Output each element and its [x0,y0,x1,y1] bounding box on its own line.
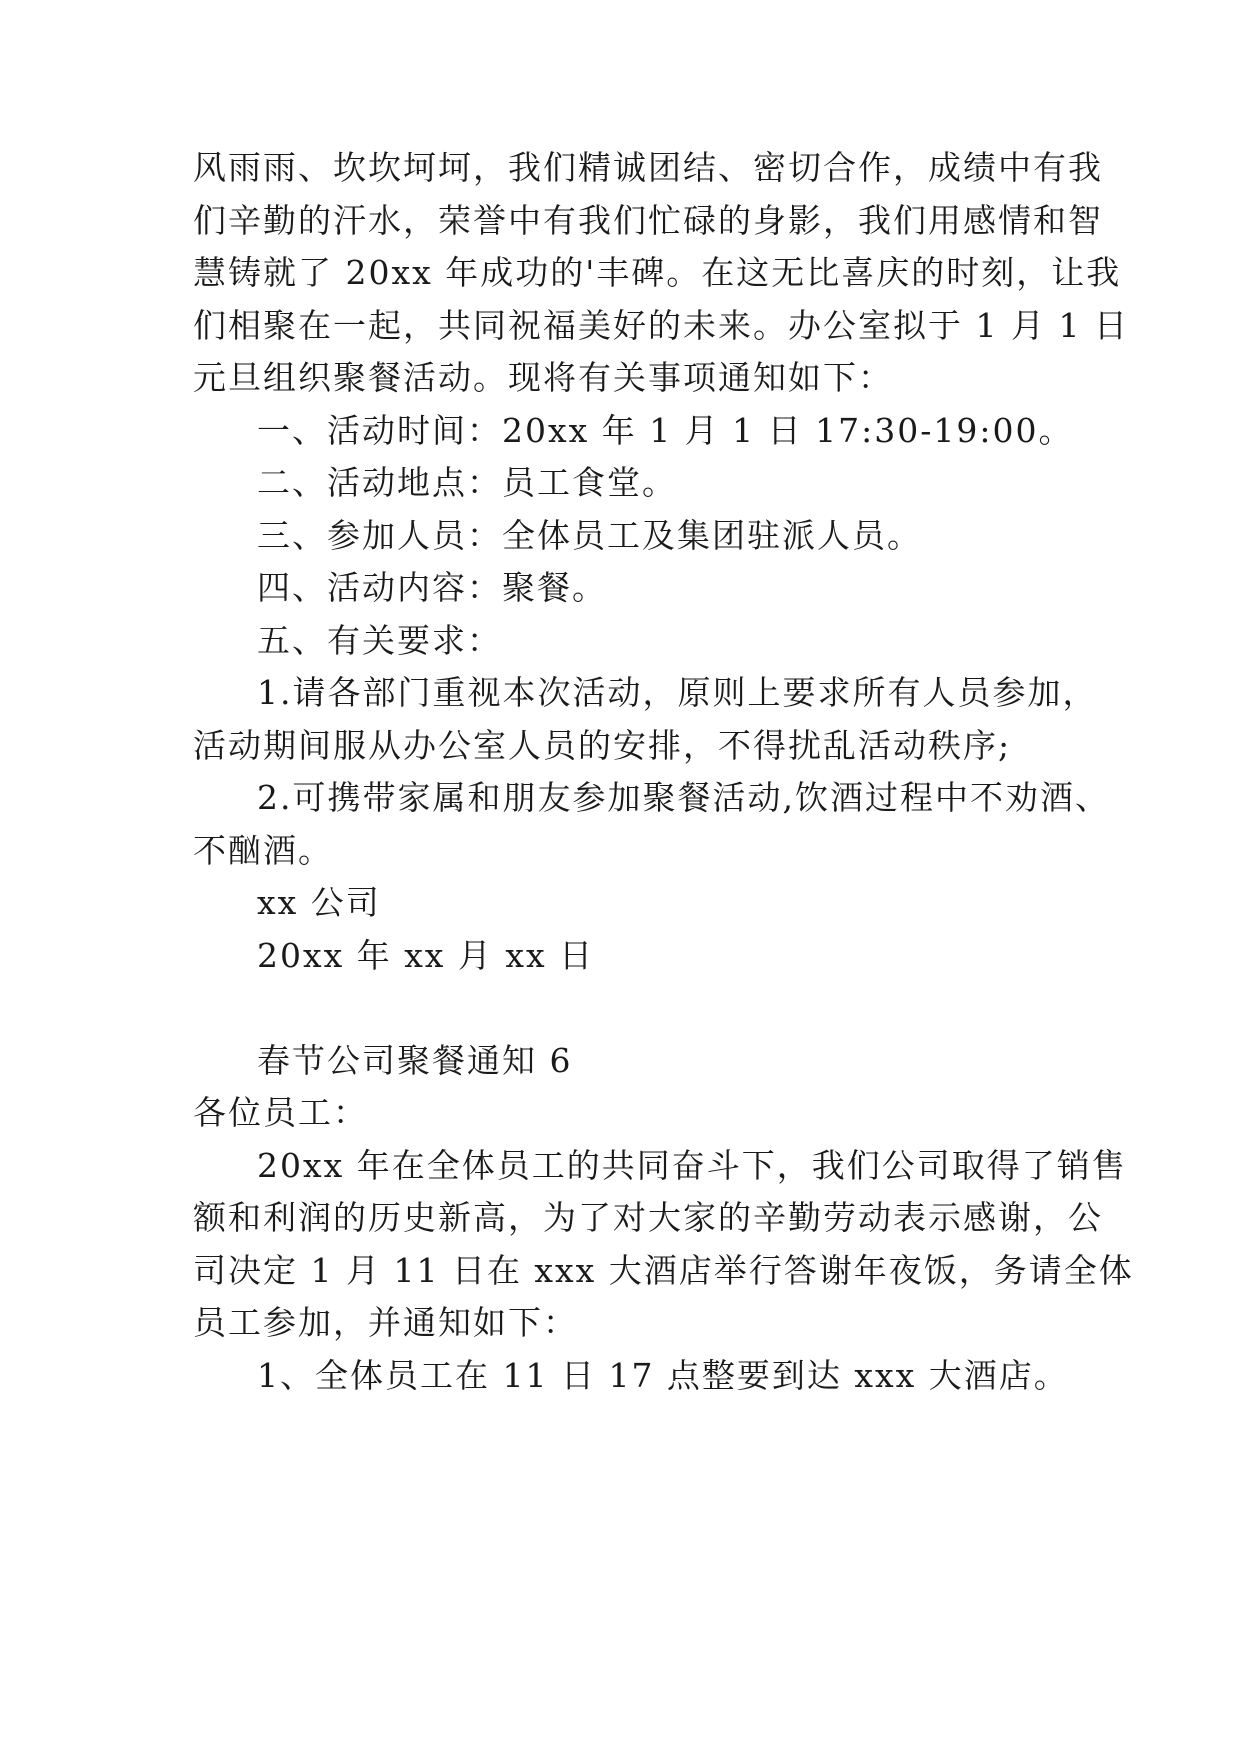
requirement-1-line: 活动期间服从办公室人员的安排，不得扰乱活动秩序; [193,726,1012,765]
salutation: 各位员工： [193,1093,368,1132]
signature-date: 20xx 年 xx 月 xx 日 [257,936,595,975]
list-item-attendees: 三、参加人员：全体员工及集团驻派人员。 [257,516,922,555]
paragraph-line: 们相聚在一起，共同祝福美好的未来。办公室拟于 1 月 1 日 [193,306,1129,345]
paragraph-line: 20xx 年在全体员工的共同奋斗下，我们公司取得了销售 [257,1146,1127,1185]
section-title: 春节公司聚餐通知 6 [257,1041,573,1080]
signature-company: xx 公司 [257,883,381,922]
list-item-arrival: 1、全体员工在 11 日 17 点整要到达 xxx 大酒店。 [257,1356,1069,1395]
paragraph-line: 额和利润的历史新高，为了对大家的辛勤劳动表示感谢，公 [193,1198,1103,1237]
paragraph-line: 元旦组织聚餐活动。现将有关事项通知如下： [193,358,893,397]
paragraph-line: 风雨雨、坎坎坷坷，我们精诚团结、密切合作，成绩中有我 [193,148,1103,187]
requirement-1-line: 1.请各部门重视本次活动，原则上要求所有人员参加， [257,673,1098,712]
requirement-2-line: 不酗酒。 [193,831,333,870]
requirement-2-line: 2.可携带家属和朋友参加聚餐活动,饮酒过程中不劝酒、 [257,778,1110,817]
paragraph-line: 们辛勤的汗水，荣誉中有我们忙碌的身影，我们用感情和智 [193,201,1103,240]
paragraph-line: 慧铸就了 20xx 年成功的'丰碑。在这无比喜庆的时刻，让我 [193,253,1122,292]
paragraph-line: 员工参加，并通知如下： [193,1303,578,1342]
list-item-requirements: 五、有关要求： [257,621,502,660]
paragraph-line: 司决定 1 月 11 日在 xxx 大酒店举行答谢年夜饭，务请全体 [193,1251,1134,1290]
list-item-content: 四、活动内容：聚餐。 [257,568,607,607]
list-item-time: 一、活动时间：20xx 年 1 月 1 日 17:30-19:00。 [257,411,1074,450]
list-item-location: 二、活动地点：员工食堂。 [257,463,677,502]
